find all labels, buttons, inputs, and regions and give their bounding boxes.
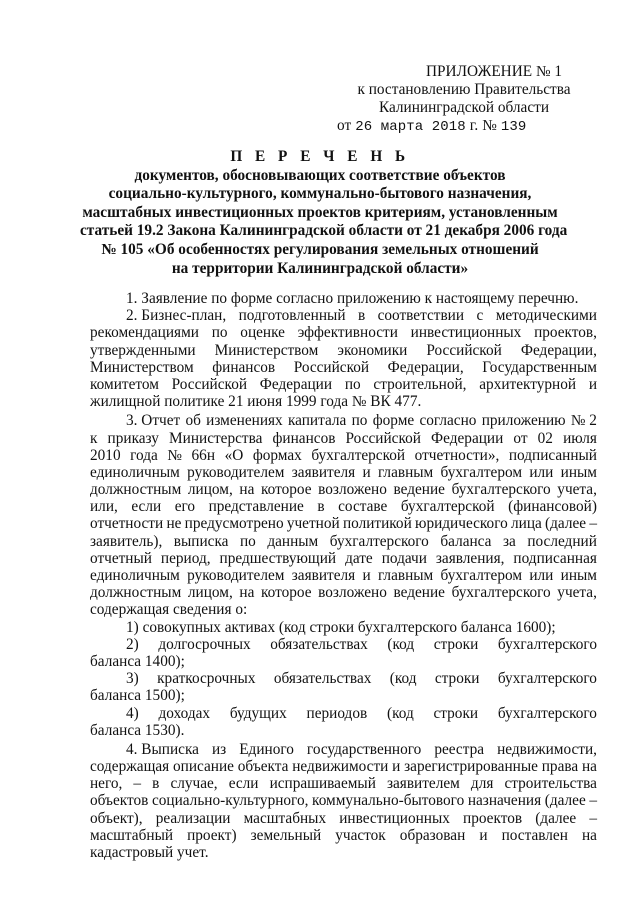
body-word: политикой [342,515,412,533]
body-word: по [351,412,368,430]
body-word: инвестиционных [410,324,522,342]
body-word: ведение [393,481,445,499]
body-word: «О [224,446,244,464]
body-word: № 2 [570,412,597,430]
body-word: или, [90,498,118,516]
body-line [90,705,597,722]
body-word: строительной, [373,375,467,393]
body-word: бухгалтерского [329,532,429,550]
body-line [90,515,597,532]
body-word: поставлен [501,826,568,844]
body-word: 2) [126,635,139,653]
body-word: № [167,446,182,464]
body-word: описание [173,758,234,776]
body-word: Министерством [214,341,319,359]
body-word: назначения [467,792,542,810]
body-word: объекта [237,758,289,776]
body-word: подготовленный [238,307,346,325]
body-word: социально-культурного, [151,792,309,810]
body-word: 02 [537,429,553,447]
body-word: единоличным [90,567,180,584]
body-word: – [589,809,597,827]
body-word: с [476,307,484,325]
body-word: приложению [481,412,566,430]
body-word: него, [90,775,123,793]
body-word: формах [252,446,302,464]
body-word: учета, [557,584,597,602]
body-word: недвижимости, [497,740,597,758]
body-word: и [362,463,371,481]
body-line [90,359,597,376]
date-middle: г. № [469,117,497,134]
heading-title: П Е Р Е Ч Е Н Ь [230,148,410,165]
body-word: на [239,584,255,602]
body-word: Министерством [90,358,194,376]
body-word: Федерации, [520,341,597,359]
body-word: капитала [287,412,347,430]
body-line [90,775,597,792]
body-word: подачи [381,549,427,567]
body-word: руководителем [187,567,285,584]
body-word: финансов [272,429,336,447]
body-word: возложено [318,481,387,499]
body-word: баланса 1500); [90,687,185,705]
body-word: объект), [90,809,143,827]
body-word: заявителя [291,567,356,584]
body-word: методическими [495,307,597,325]
body-word: за [502,532,516,550]
body-word: – [133,775,142,793]
body-word: утвержденными [90,341,196,359]
body-word: предшествующий [219,549,337,567]
body-word: лицом, [187,584,233,602]
appendix-line-1: к постановлению Правительства [357,81,571,98]
body-word: архитектурной [479,375,577,393]
body-word: должностным [90,481,182,499]
body-word: строки [433,635,479,653]
appendix-header [334,63,594,136]
body-word: 3. Отчет [126,412,181,430]
body-word: строки [433,704,479,722]
body-word: (финансовой) [508,498,597,516]
body-word: из [211,740,227,758]
heading-line: социально-культурного, коммунально-бытового назначения, [108,185,532,203]
body-word: (далее [545,515,587,533]
body-word: подписанный [508,446,597,464]
body-word: главным [377,463,434,481]
body-word: для [470,775,494,793]
body-word: года [130,446,158,464]
body-word: единоличным [90,463,180,481]
heading-line: на территории Калининградской области» [171,259,469,277]
body-line [90,550,597,567]
body-word: период, [160,549,211,567]
body-line [90,619,597,636]
body-word: земельный [250,826,322,844]
decree-number: 139 [500,119,527,135]
body-word: главным [377,567,434,584]
body-word: если [131,498,162,516]
body-word: на [581,826,597,844]
body-word: которое [261,584,312,602]
body-line [90,412,597,429]
body-word: (далее [535,809,577,827]
body-line [90,324,597,341]
body-line [90,601,597,618]
body-word: Федерации [431,429,504,447]
body-word: проектов, [534,324,597,342]
body-line [90,290,597,307]
body-line [90,722,597,739]
body-word: возложено [318,584,387,602]
body-word: согласно [419,412,477,430]
body-word: бухгалтерского [497,670,597,688]
body-word: обязательствах [273,670,372,688]
body-word: 2. Бизнес-план, [126,307,227,325]
body-word: (код [389,670,417,688]
body-word: по [239,532,256,550]
body-word: по [344,375,361,393]
body-word: бухгалтерской [311,446,406,464]
body-word: финансов [212,358,276,376]
body-word: и [392,758,401,776]
body-word: юридического [415,515,508,533]
body-word: иным [560,567,597,584]
body-word: образован [399,826,466,844]
body-word: по [211,324,228,342]
body-word: будущих [229,704,287,722]
body-word: отчетный [90,549,152,567]
body-line [90,827,597,844]
heading-line: документов, обосновывающих соответствие объектов [134,166,506,184]
body-word: от [513,429,528,447]
body-line [90,567,597,584]
body-word: или [529,463,554,481]
body-word: кадастровый учет. [90,844,209,861]
body-word: 3) [126,670,139,688]
body-word: 4. Выписка [126,740,199,758]
body-word: периодов [306,704,368,722]
body-word: которое [261,481,312,499]
body-word: отчетности [90,515,164,533]
body-word: форме [372,412,415,430]
heading-line: статьей 19.2 Закона Калининградской области от 21 декабря 2006 года [80,222,568,240]
appendix-line-2: Калининградской области [378,99,550,116]
body-word: содержащая [90,758,170,776]
body-line [90,430,597,447]
date-prefix: от [337,117,352,134]
body-word: долгосрочных [158,635,251,653]
body-word: строительства [504,775,597,793]
body-word: не [166,515,182,533]
body-word: 4) [126,704,139,722]
body-line [90,342,597,359]
body-word: учетной [286,515,340,533]
body-word: строки [434,670,480,688]
body-word: лицом, [187,481,233,499]
body-word: 1) совокупных активах (код строки бухгалтерского баланса 1600); [126,618,556,636]
body-word: доходах [158,704,211,722]
body-word: Российской [426,341,502,359]
body-word: государственного [306,740,422,758]
body-line [90,307,597,324]
body-word: бухгалтерского [497,704,597,722]
body-word: экономики [337,341,408,359]
body-word: если [228,775,259,793]
body-word: иным [560,463,597,481]
body-line [90,584,597,601]
body-word: июля [563,429,597,447]
body-word: недвижимости [292,758,389,776]
body-word: лица [511,515,542,533]
body-word: Российской [293,358,370,376]
body-word: учета, [557,481,597,499]
body-word: Федерации, [387,358,464,376]
body-word: на [581,758,597,776]
body-line [90,844,597,861]
body-line [90,758,597,775]
body-line [90,533,597,550]
body-word: 66н [191,446,216,464]
appendix-date-line [337,117,594,136]
body-word: Российской [171,375,248,393]
body-word: Министерства [169,429,263,447]
body-word: выписка [173,532,229,550]
body-line [90,687,597,704]
body-word: 2010 [90,446,121,464]
body-line [90,447,597,464]
body-word: руководителем [187,463,285,481]
body-word: заявителя [291,463,356,481]
body-word: Государственным [482,358,597,376]
body-line [90,792,597,809]
body-word: 1. Заявление по форме согласно приложению к настоящему перечню. [126,290,579,307]
body-word: соответствии [377,307,465,325]
body-word: и [588,375,597,393]
body-line [90,481,597,498]
body-line [90,670,597,687]
body-word: коммунально-бытового [312,792,465,810]
body-word: представление [208,498,304,516]
body-word: заявителем [386,775,460,793]
body-line [90,498,597,515]
body-word: (код [386,704,414,722]
body-word: должностным [90,584,182,602]
body-word: об [185,412,201,430]
appendix-title: ПРИЛОЖЕНИЕ № 1 [425,63,563,80]
body-word: комитетом [90,375,159,393]
body-word: в [317,498,325,516]
body-word: дате [345,549,373,567]
body-word: бухгалтером [440,567,523,584]
body-word: права [541,758,579,776]
body-word: баланса 1530). [90,721,185,739]
date-value: 26 марта 2018 [355,119,466,135]
body-word: масштабный [90,826,174,844]
body-line [90,376,597,393]
body-word: проект) [187,826,237,844]
body-word: – [589,792,597,810]
body-word: проектов [463,809,523,827]
body-word: обязательствах [270,635,368,653]
body-word: Единого [239,740,294,758]
body-word: приказу [107,429,159,447]
body-line [90,653,597,670]
body-word: жилищной политике 21 июня 1999 года № ВК 477. [90,393,422,411]
body-word: реестра [434,740,485,758]
body-word: оценке [240,324,285,342]
body-word: предусмотрено [184,515,284,533]
body-word: и [479,826,488,844]
body-word: в [152,775,160,793]
body-word: к [90,429,98,447]
body-word: (код [387,635,415,653]
heading-line: масштабных инвестиционных проектов критериям, установленным [82,203,558,221]
body-word: изменениях [206,412,283,430]
body-word: в [357,307,366,325]
body-word: краткосрочных [157,670,256,688]
body-line [90,636,597,653]
body-word: заявления, [435,549,505,567]
body-word: случае, [170,775,218,793]
body-word: Федерации [259,375,333,393]
body-line [90,393,597,410]
body-line [90,741,597,758]
body-word: данным [267,532,319,550]
body-word: бухгалтерского [451,584,551,602]
document-body [90,290,597,861]
body-word: баланса [440,532,492,550]
body-word: объектов [90,792,149,810]
heading-line: № 105 «Об особенностях регулирования земельных отношений [101,240,539,258]
body-word: ведение [393,584,445,602]
body-word: последний [527,532,597,550]
body-line [90,464,597,481]
body-word: бухгалтером [440,463,523,481]
body-word: рекомендациями [90,324,199,342]
body-word: участок [335,826,386,844]
body-word: (далее [544,792,586,810]
body-word: заявитель), [90,532,163,550]
body-word: содержащая сведения о: [90,601,248,619]
body-word: испрашиваемый [269,775,376,793]
body-word: составе [338,498,388,516]
body-word: баланса 1400); [90,652,185,670]
body-word: бухгалтерского [497,635,597,653]
document-heading [80,148,568,278]
body-word: реализации [155,809,231,827]
body-word: и [362,567,371,584]
body-word: отчетности», [414,446,500,464]
body-word: масштабных [243,809,327,827]
body-word: зарегистрированные [404,758,538,776]
body-word: его [174,498,196,516]
body-word: на [239,481,255,499]
body-word: эффективности [297,324,398,342]
body-word: бухгалтерского [451,481,551,499]
body-word: Российской [345,429,421,447]
body-word: инвестиционных [339,809,450,827]
body-word: или [529,567,554,584]
body-word: бухгалтерской [400,498,495,516]
body-word: – [589,515,597,533]
body-word: подписанная [513,549,597,567]
body-line [90,810,597,827]
